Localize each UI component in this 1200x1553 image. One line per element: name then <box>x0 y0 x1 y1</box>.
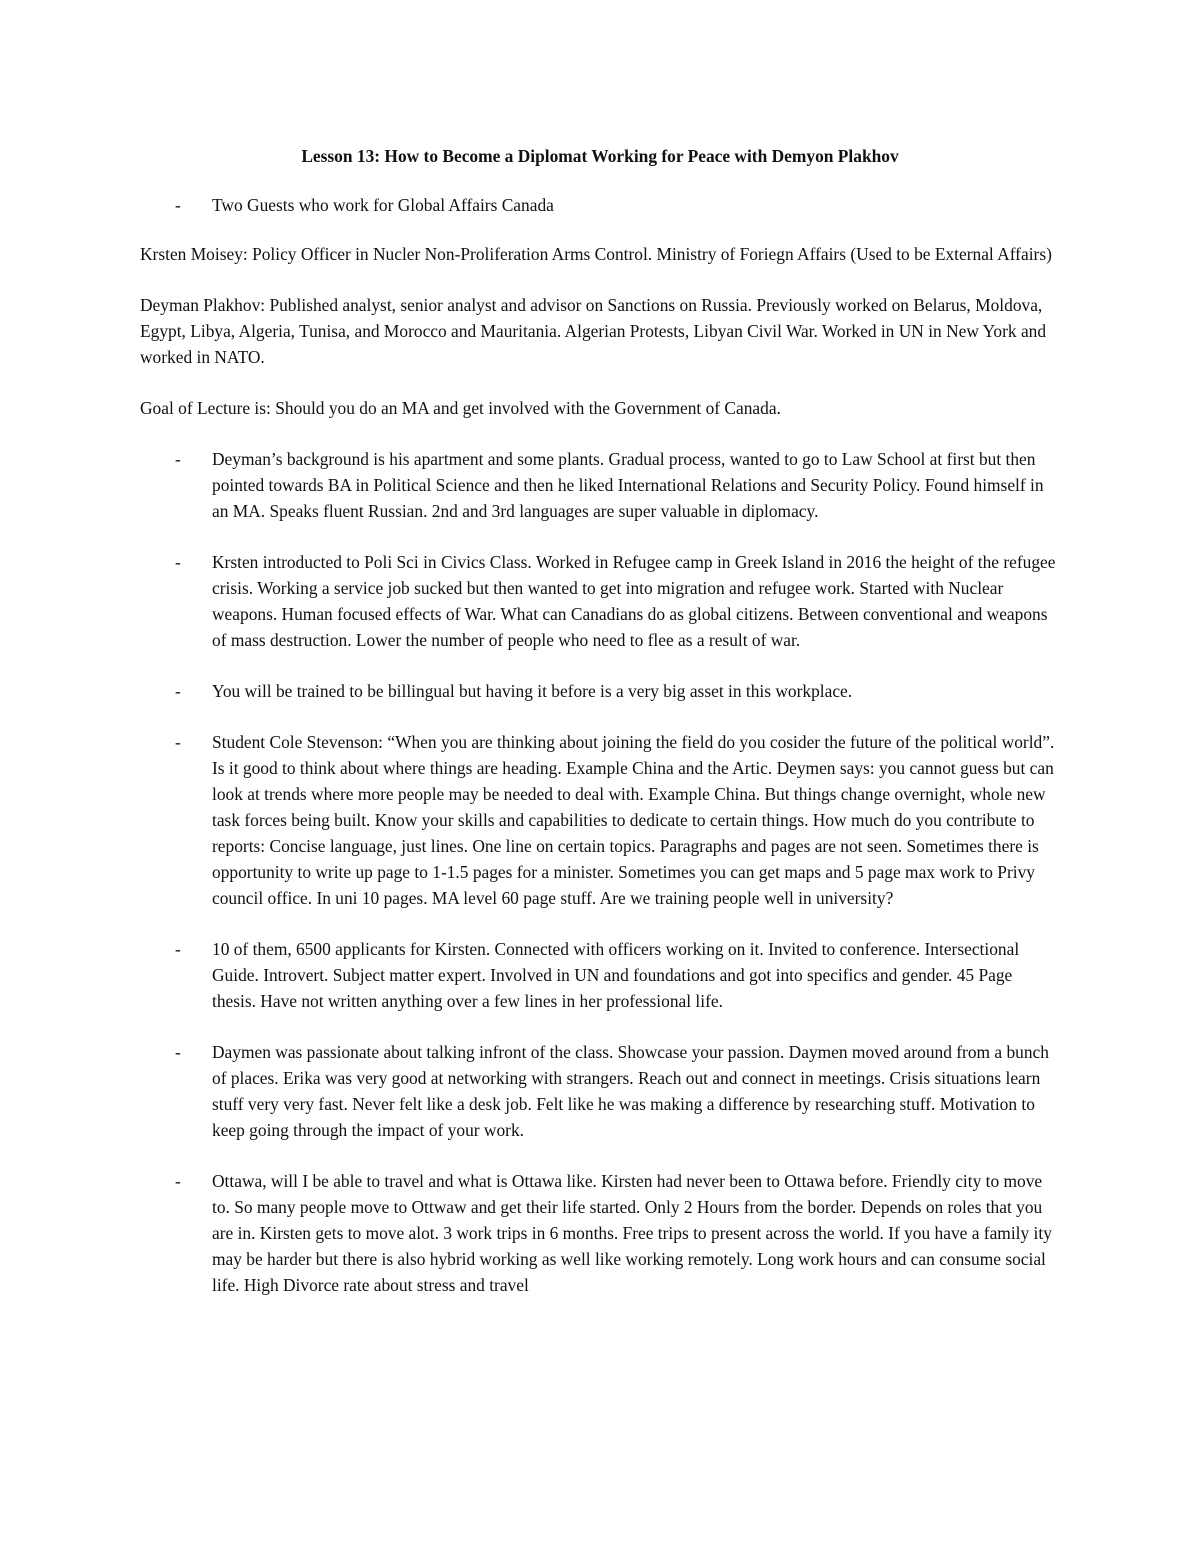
list-item-text: 10 of them, 6500 applicants for Kirsten. Connected with officers working on it. Invited to conference. Intersectional Guide. Introvert. Subject matter expert. Involved in UN and foundations and got into specifics and gender. 45 Page thesis. Have not written anything over a few lines in her professional life. <box>212 939 1020 1011</box>
bullet-dash: - <box>175 449 181 469</box>
list-item <box>140 729 1060 911</box>
bullet-dash: - <box>175 552 181 572</box>
lecture-goal-paragraph: Goal of Lecture is: Should you do an MA and get involved with the Government of Canada. <box>140 398 781 418</box>
guest-deyman-paragraph: Deyman Plakhov: Published analyst, senior analyst and advisor on Sanctions on Russia. Previously worked on Belarus, Moldova, Egypt, Libya, Algeria, Tunisa, and Morocco and Mauritania. Algerian Protests, Libyan Civil War. Worked in UN in New York and worked in NATO. <box>140 295 1047 367</box>
bullet-dash: - <box>175 195 181 215</box>
bullet-dash: - <box>175 939 181 959</box>
list-item <box>140 192 1060 218</box>
list-item-text: Daymen was passionate about talking infront of the class. Showcase your passion. Daymen moved around from a bunch of places. Erika was very good at networking with strangers. Reach out and connect in meetings. Crisis situations learn stuff very very fast. Never felt like a desk job. Felt like he was making a difference by researching stuff. Motivation to keep going through the impact of your work. <box>212 1042 1049 1140</box>
bullet-dash: - <box>175 1042 181 1062</box>
list-item <box>140 936 1060 1014</box>
bullet-dash: - <box>175 681 181 701</box>
document-title: Lesson 13: How to Become a Diplomat Working for Peace with Demyon Plakhov <box>301 146 899 166</box>
list-item-text: Student Cole Stevenson: “When you are thinking about joining the field do you cosider the future of the political world”. Is it good to think about where things are heading. Example China and the Artic. Deymen says: you cannot guess but can look at trends where more people may be needed to deal with. Example China. But things change overnight, whole new task forces being built. Know your skills and capabilities to dedicate to certain things. How much do you contribute to reports: Concise language, just lines. One line on certain topics. Paragraphs and pages are not seen. Sometimes there is opportunity to write up page to 1-1.5 pages for a minister. Sometimes you can get maps and 5 page max work to Privy council office. In uni 10 pages. MA level 60 page stuff. Are we training people well in university? <box>212 732 1055 908</box>
list-item-text: Deyman’s background is his apartment and some plants. Gradual process, wanted to go to Law School at first but then pointed towards BA in Political Science and then he liked International Relations and Security Policy. Found himself in an MA. Speaks fluent Russian. 2nd and 3rd languages are super valuable in diplomacy. <box>212 449 1044 521</box>
list-item-text: You will be trained to be billingual but having it before is a very big asset in this workplace. <box>212 681 853 701</box>
list-item-text: Ottawa, will I be able to travel and what is Ottawa like. Kirsten had never been to Ottawa before. Friendly city to move to. So many people move to Ottwaw and get their life started. Only 2 Hours from the border. Depends on roles that you are in. Kirsten gets to move alot. 3 work trips in 6 months. Free trips to present across the world. If you have a family ity may be harder but there is also hybrid working as well like working remotely. Long work hours and can consume social life. High Divorce rate about stress and travel <box>212 1171 1052 1295</box>
bullet-dash: - <box>175 732 181 752</box>
bullet-dash: - <box>175 1171 181 1191</box>
list-item <box>140 1039 1060 1143</box>
list-item <box>140 446 1060 524</box>
list-item-text: Krsten introducted to Poli Sci in Civics Class. Worked in Refugee camp in Greek Island in 2016 the height of the refugee crisis. Working a service job sucked but then wanted to get into migration and refugee work. Started with Nuclear weapons. Human focused effects of War. What can Canadians do as global citizens. Between conventional and weapons of mass destruction. Lower the number of people who need to flee as a result of war. <box>212 552 1056 650</box>
guest-krsten-paragraph: Krsten Moisey: Policy Officer in Nucler Non-Proliferation Arms Control. Ministry of Foriegn Affairs (Used to be External Affairs) <box>140 244 1052 264</box>
list-item-text: Two Guests who work for Global Affairs Canada <box>212 195 554 215</box>
list-item <box>140 678 1060 704</box>
list-item <box>140 1168 1060 1298</box>
list-item <box>140 549 1060 653</box>
